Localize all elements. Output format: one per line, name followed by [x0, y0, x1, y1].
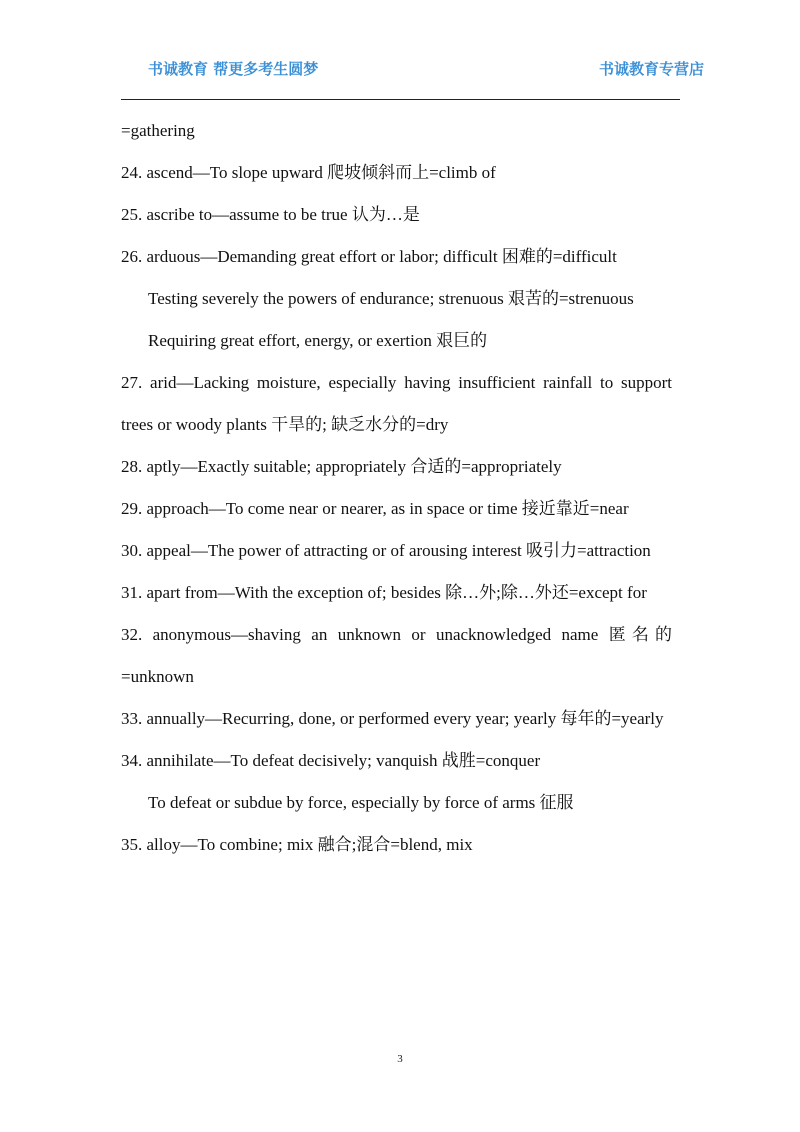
- vocab-sense-line: To defeat or subdue by force, especially by force of arms 征服: [148, 793, 574, 812]
- page-header: [121, 56, 704, 84]
- header-divider: [121, 99, 680, 100]
- text-line: =gathering: [121, 121, 195, 140]
- vocab-entry-approach: 29. approach—To come near or nearer, as in space or time 接近靠近=near: [121, 499, 629, 518]
- vocab-entry-arduous: 26. arduous—Demanding great effort or labor; difficult 困难的=difficult: [121, 247, 617, 266]
- vocab-entry-apart-from: 31. apart from—With the exception of; besides 除…外;除…外还=except for: [121, 583, 647, 602]
- vocab-entry-anonymous: 32. anonymous—shaving an unknown or unacknowledged name 匿名的=unknown: [121, 625, 672, 686]
- vocab-entry-alloy: 35. alloy—To combine; mix 融合;混合=blend, mix: [121, 835, 473, 854]
- vocab-entry-annihilate: 34. annihilate—To defeat decisively; vanquish 战胜=conquer: [121, 751, 541, 770]
- vocab-entry-ascend: 24. ascend—To slope upward 爬坡倾斜而上=climb of: [121, 163, 496, 182]
- header-brand-slogan: 书诚教育 帮更多考生圆梦: [148, 60, 319, 78]
- vocabulary-list: [121, 110, 672, 866]
- vocab-entry-arid: 27. arid—Lacking moisture, especially having insufficient rainfall to support trees or woody plants 干旱的; 缺乏水分的=dry: [121, 373, 672, 434]
- vocab-entry-aptly: 28. aptly—Exactly suitable; appropriately 合适的=appropriately: [121, 457, 562, 476]
- page-number: 3: [397, 1053, 403, 1065]
- vocab-entry-ascribe-to: 25. ascribe to—assume to be true 认为…是: [121, 205, 420, 224]
- vocab-entry-appeal: 30. appeal—The power of attracting or of arousing interest 吸引力=attraction: [121, 541, 651, 560]
- header-shop-name: 书诚教育专营店: [598, 60, 704, 78]
- vocab-sense-line: Requiring great effort, energy, or exertion 艰巨的: [148, 331, 488, 350]
- vocab-sense-line: Testing severely the powers of endurance; strenuous 艰苦的=strenuous: [148, 289, 634, 308]
- vocab-entry-annually: 33. annually—Recurring, done, or performed every year; yearly 每年的=yearly: [121, 709, 664, 728]
